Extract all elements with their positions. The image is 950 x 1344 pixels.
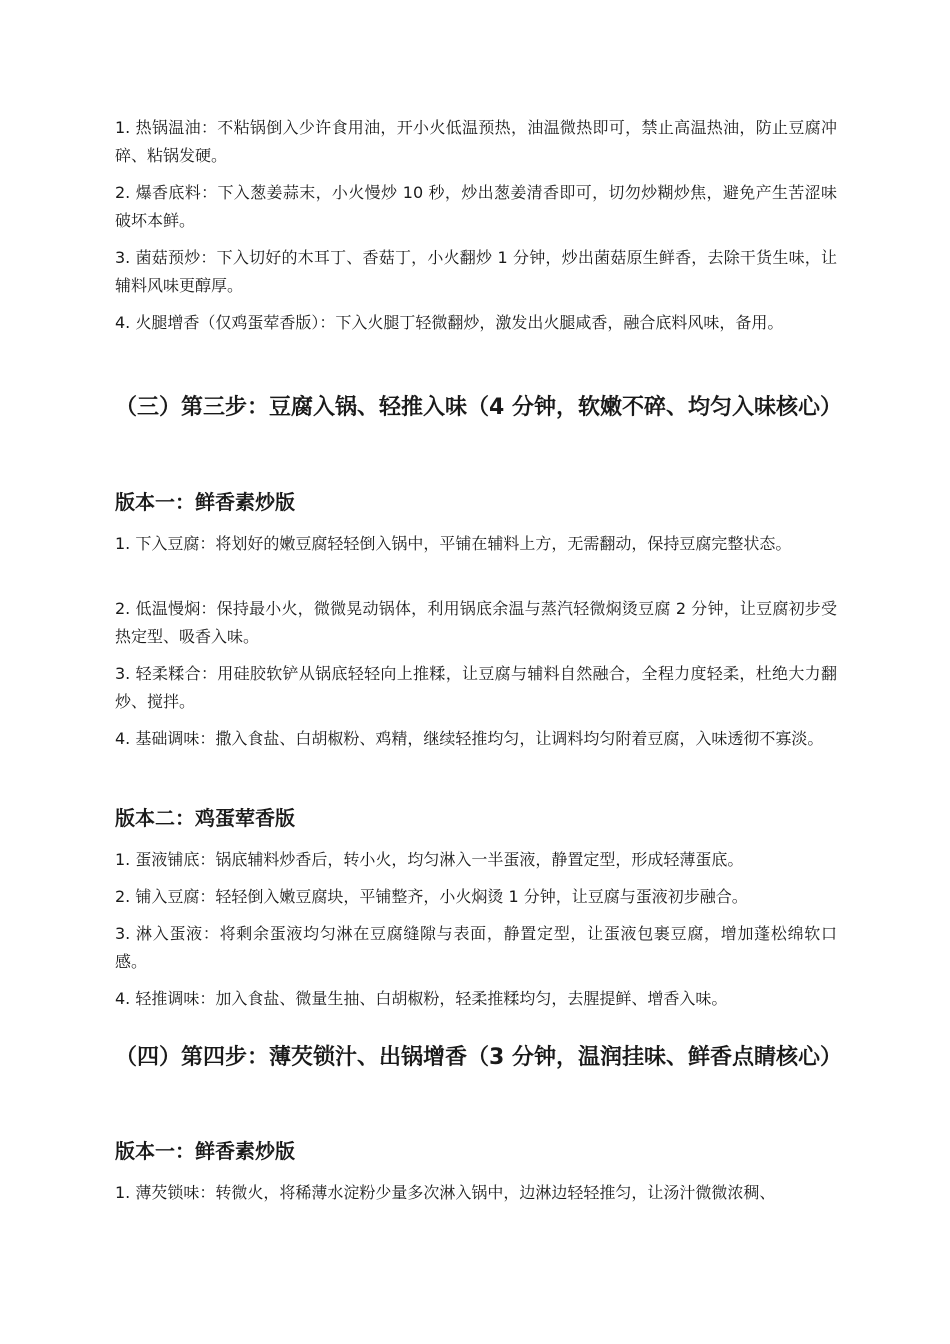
step3-v2-item-3: 3. 淋入蛋液：将剩余蛋液均匀淋在豆腐缝隙与表面，静置定型，让蛋液包裹豆腐，增加蓬松绵软口感。 [115, 924, 837, 971]
step3-heading: （三）第三步：豆腐入锅、轻推入味（4 分钟，软嫩不碎、均匀入味核心） [115, 395, 842, 420]
step2-item-4: 4. 火腿增香（仅鸡蛋荤香版）：下入火腿丁轻微翻炒，激发出火腿咸香，融合底料风味，备用。 [115, 313, 784, 332]
step3-v2-item-1: 1. 蛋液铺底：锅底辅料炒香后，转小火，均匀淋入一半蛋液，静置定型，形成轻薄蛋底。 [115, 850, 744, 869]
step3-version1-title: 版本一：鲜香素炒版 [115, 490, 295, 514]
step3-v2-item-2: 2. 铺入豆腐：轻轻倒入嫩豆腐块，平铺整齐，小火焖烫 1 分钟，让豆腐与蛋液初步融合。 [115, 887, 748, 906]
step2-item-3: 3. 菌菇预炒：下入切好的木耳丁、香菇丁，小火翻炒 1 分钟，炒出菌菇原生鲜香，去除干货生味，让辅料风味更醇厚。 [115, 248, 837, 295]
step3-v2-item-4: 4. 轻推调味：加入食盐、微量生抽、白胡椒粉，轻柔推糅均匀，去腥提鲜、增香入味。 [115, 989, 728, 1008]
step4-version1-title: 版本一：鲜香素炒版 [115, 1139, 295, 1163]
step3-v1-item-3: 3. 轻柔糅合：用硅胶软铲从锅底轻轻向上推糅，让豆腐与辅料自然融合，全程力度轻柔，杜绝大力翻炒、搅拌。 [115, 664, 837, 711]
step3-v1-item-1: 1. 下入豆腐：将划好的嫩豆腐轻轻倒入锅中，平铺在辅料上方，无需翻动，保持豆腐完整状态。 [115, 534, 792, 553]
step3-v1-item-4: 4. 基础调味：撒入食盐、白胡椒粉、鸡精，继续轻推均匀，让调料均匀附着豆腐，入味透彻不寡淡。 [115, 729, 824, 748]
step4-heading: （四）第四步：薄芡锁汁、出锅增香（3 分钟，温润挂味、鲜香点睛核心） [115, 1045, 842, 1070]
step4-v1-item-1: 1. 薄芡锁味：转微火，将稀薄水淀粉少量多次淋入锅中，边淋边轻轻推匀，让汤汁微微浓稠、 [115, 1183, 776, 1202]
step3-version2-title: 版本二：鸡蛋荤香版 [115, 806, 295, 830]
step3-v1-item-2: 2. 低温慢焖：保持最小火，微微晃动锅体，利用锅底余温与蒸汽轻微焖烫豆腐 2 分钟，让豆腐初步受热定型、吸香入味。 [115, 599, 837, 646]
step2-item-1: 1. 热锅温油：不粘锅倒入少许食用油，开小火低温预热，油温微热即可，禁止高温热油，防止豆腐冲碎、粘锅发硬。 [115, 118, 837, 165]
step2-item-2: 2. 爆香底料：下入葱姜蒜末，小火慢炒 10 秒，炒出葱姜清香即可，切勿炒糊炒焦，避免产生苦涩味破坏本鲜。 [115, 183, 837, 230]
